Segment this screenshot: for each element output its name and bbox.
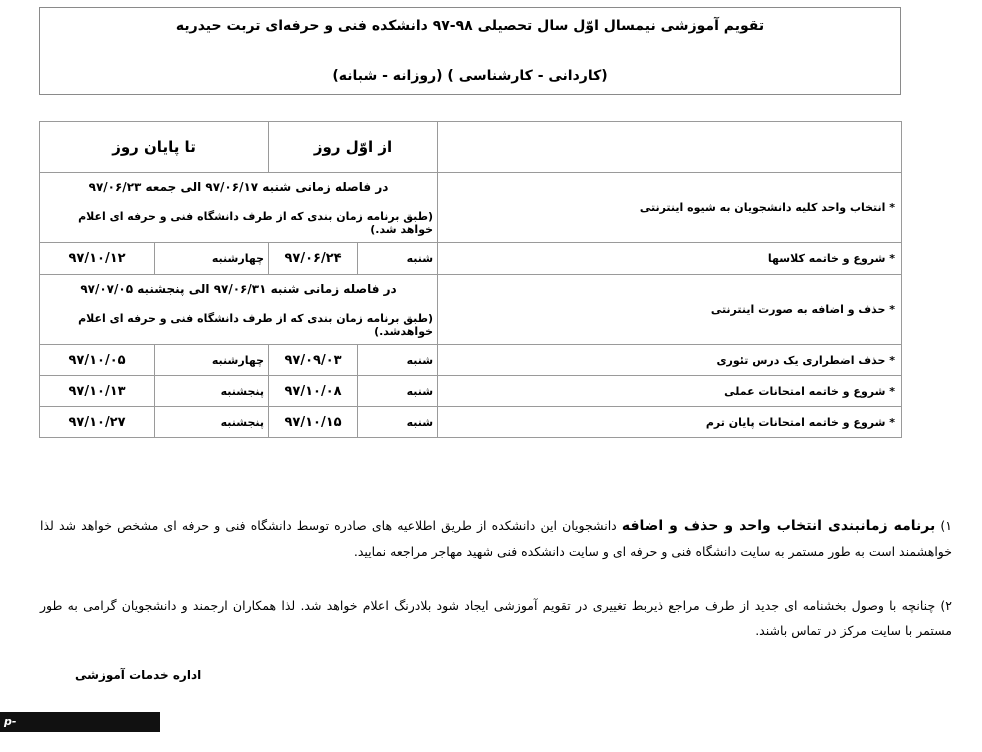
note-2: ۲) چنانچه با وصول بخشنامه ای جدید از طرف مراجع ذیربط تغییری در تقویم آموزشی ایجاد شود بلادرنگ اعلام خواهد شد. لذا همکاران ارجمند و دانشجویان گرامی به طور مستمر با سایت مرکز در تماس باشند. bbox=[40, 598, 952, 638]
table-row bbox=[40, 173, 902, 243]
note-1 bbox=[40, 513, 952, 564]
activity-header bbox=[438, 122, 902, 173]
table-row bbox=[40, 407, 902, 438]
table-row bbox=[40, 376, 902, 407]
activity-cell: * انتخاب واحد کلیه دانشجویان به شیوه اینترنتی bbox=[438, 173, 902, 243]
from-date-cell: ۹۷/۱۰/۰۸ bbox=[269, 376, 358, 407]
to-day-cell: پنجشنبه bbox=[155, 407, 269, 438]
to-day-cell: چهارشنبه bbox=[155, 243, 269, 275]
from-date-cell: ۹۷/۰۹/۰۳ bbox=[269, 345, 358, 376]
table-header-row bbox=[40, 122, 902, 173]
activity-cell: * حذف اضطراری یک درس تئوری bbox=[438, 345, 902, 376]
from-date-cell: ۹۷/۰۶/۲۴ bbox=[269, 243, 358, 275]
from-day-cell: شنبه bbox=[358, 345, 438, 376]
page-title: تقویم آموزشی نیمسال اوّل سال تحصیلی ۹۸-۹۷ دانشکده فنی و حرفه‌ای تربت حیدریه bbox=[175, 18, 765, 34]
table-row bbox=[40, 243, 902, 275]
signature-office: اداره خدمات آموزشی bbox=[75, 668, 202, 682]
to-day-cell: پنجشنبه bbox=[155, 376, 269, 407]
note-1-text: دانشجویان این دانشکده از طریق اطلاعیه های صادره توسط دانشگاه فنی و حرفه ای مشخص خواهد شد لذا خواهشمند است به طور مستمر به سایت دانشگاه فنی و حرفه ای و سایت دانشکده فنی شهید مهاجر مراجعه نمایید. bbox=[40, 518, 952, 559]
from-day-cell: شنبه bbox=[358, 376, 438, 407]
to-date-cell: ۹۷/۱۰/۱۲ bbox=[40, 243, 155, 275]
watermark-url: p-torbatheidarye.tvu.ac.ir bbox=[4, 715, 154, 748]
range-line: در فاصله زمانی شنبه ۹۷/۰۶/۳۱ الی پنجشنبه ۹۷/۰۷/۰۵ bbox=[80, 281, 397, 296]
to-date-cell: ۹۷/۱۰/۲۷ bbox=[40, 407, 155, 438]
page-subtitle: (کاردانی - کارشناسی ) (روزانه - شبانه) bbox=[332, 68, 608, 84]
site-watermark bbox=[0, 712, 164, 748]
table-row bbox=[40, 275, 902, 345]
calendar-table bbox=[39, 121, 902, 438]
activity-cell: * حذف و اضافه به صورت اینترنتی bbox=[438, 275, 902, 345]
range-line: در فاصله زمانی شنبه ۹۷/۰۶/۱۷ الی جمعه ۹۷/۰۶/۲۳ bbox=[88, 179, 389, 194]
to-day-cell: چهارشنبه bbox=[155, 345, 269, 376]
from-date-cell: ۹۷/۱۰/۱۵ bbox=[269, 407, 358, 438]
activity-cell: * شروع و خاتمه امتحانات عملی bbox=[438, 376, 902, 407]
range-cell bbox=[40, 173, 438, 243]
range-cell bbox=[40, 275, 438, 345]
from-header: از اوّل روز bbox=[269, 122, 438, 173]
page-number: ۹/ bbox=[153, 735, 164, 748]
to-date-cell: ۹۷/۱۰/۱۳ bbox=[40, 376, 155, 407]
from-day-cell: شنبه bbox=[358, 243, 438, 275]
table-row bbox=[40, 345, 902, 376]
note-1-bold: برنامه زمانبندی انتخاب واحد و حذف و اضافه bbox=[621, 518, 936, 534]
note-1-number: ۱) bbox=[935, 518, 952, 533]
from-day-cell: شنبه bbox=[358, 407, 438, 438]
header-box bbox=[39, 7, 901, 95]
range-note: (طبق برنامه زمان بندی که از طرف دانشگاه فنی و حرفه ای اعلام خواهد شد.) bbox=[78, 209, 434, 236]
to-date-cell: ۹۷/۱۰/۰۵ bbox=[40, 345, 155, 376]
to-header: تا پایان روز bbox=[40, 122, 269, 173]
range-note: (طبق برنامه زمان بندی که از طرف دانشگاه فنی و حرفه ای اعلام خواهدشد.) bbox=[78, 311, 434, 338]
activity-cell: * شروع و خاتمه کلاسها bbox=[438, 243, 902, 275]
activity-cell: * شروع و خاتمه امتحانات پایان ترم bbox=[438, 407, 902, 438]
